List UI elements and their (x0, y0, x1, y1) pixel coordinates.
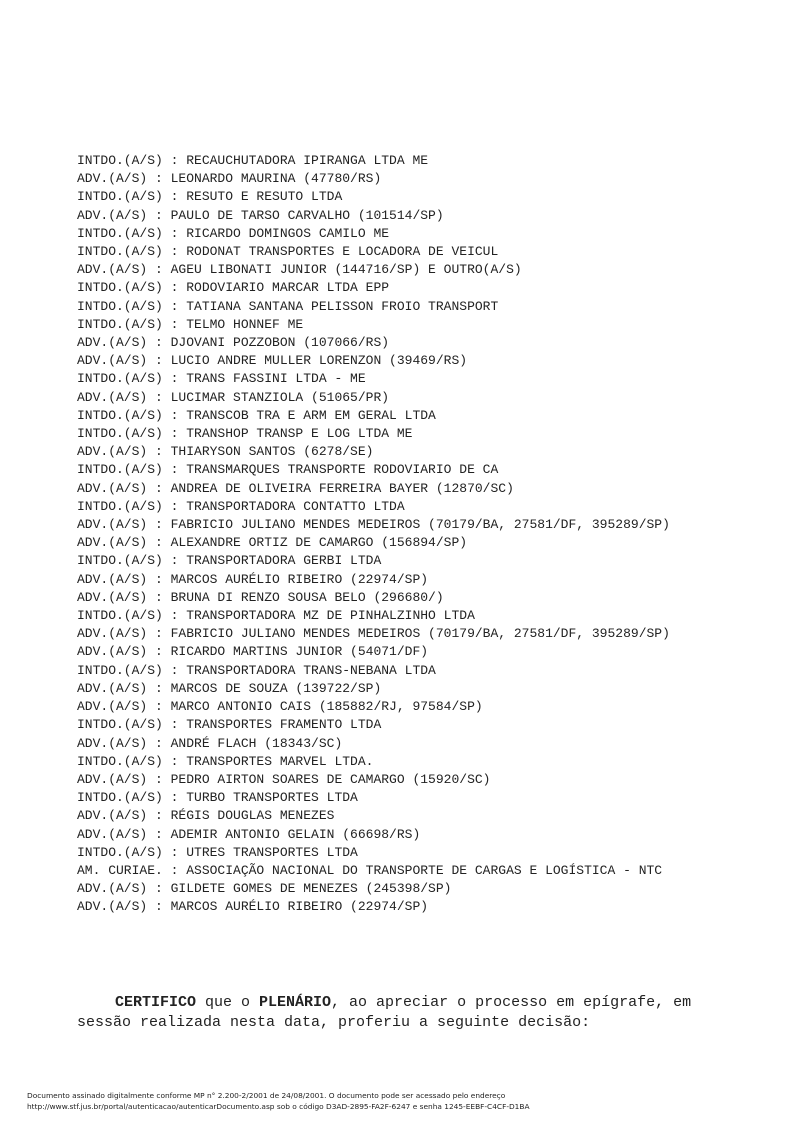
party-line: INTDO.(A/S) : TRANSCOB TRA E ARM EM GERAL LTDA (77, 407, 436, 423)
party-line: ADV.(A/S) : RÉGIS DOUGLAS MENEZES (77, 808, 335, 824)
party-line: INTDO.(A/S) : TATIANA SANTANA PELISSON FROIO TRANSPORT (77, 298, 499, 314)
party-line: ADV.(A/S) : DJOVANI POZZOBON (107066/RS) (77, 335, 390, 351)
party-line: ADV.(A/S) : FABRICIO JULIANO MENDES MEDEIROS (70179/BA, 27581/DF, 395289/SP) (77, 517, 670, 533)
certificate-paragraph (77, 993, 717, 1033)
certificate-text: , ao apreciar o processo em epígrafe, em sessão realizada nesta data, proferiu a seguinte decisão: (77, 994, 701, 1031)
party-line: INTDO.(A/S) : RODOVIARIO MARCAR LTDA EPP (77, 280, 390, 296)
party-line: INTDO.(A/S) : RICARDO DOMINGOS CAMILO ME (77, 225, 390, 241)
parties-list (77, 152, 737, 917)
party-line: INTDO.(A/S) : RESUTO E RESUTO LTDA (77, 189, 343, 205)
certificate-plenary: PLENÁRIO (259, 994, 332, 1011)
party-line: INTDO.(A/S) : TRANSPORTADORA CONTATTO LTDA (77, 498, 405, 514)
party-line: ADV.(A/S) : BRUNA DI RENZO SOUSA BELO (296680/) (77, 589, 444, 605)
certificate-keyword: CERTIFICO (115, 994, 197, 1011)
party-line: INTDO.(A/S) : TRANSPORTADORA MZ DE PINHALZINHO LTDA (77, 608, 475, 624)
certificate-text: que o (196, 994, 260, 1011)
party-line: ADV.(A/S) : LUCIO ANDRE MULLER LORENZON (39469/RS) (77, 353, 468, 369)
party-line: ADV.(A/S) : ANDREA DE OLIVEIRA FERREIRA BAYER (12870/SC) (77, 480, 514, 496)
signature-footer (27, 1090, 787, 1112)
party-line: INTDO.(A/S) : TELMO HONNEF ME (77, 316, 304, 332)
party-line: ADV.(A/S) : MARCOS DE SOUZA (139722/SP) (77, 680, 382, 696)
party-line: ADV.(A/S) : FABRICIO JULIANO MENDES MEDEIROS (70179/BA, 27581/DF, 395289/SP) (77, 626, 670, 642)
party-line: ADV.(A/S) : THIARYSON SANTOS (6278/SE) (77, 444, 374, 460)
party-line: ADV.(A/S) : AGEU LIBONATI JUNIOR (144716/SP) E OUTRO(A/S) (77, 262, 522, 278)
party-line: INTDO.(A/S) : TRANSMARQUES TRANSPORTE RODOVIARIO DE CA (77, 462, 499, 478)
party-line: ADV.(A/S) : MARCOS AURÉLIO RIBEIRO (22974/SP) (77, 899, 429, 915)
party-line: INTDO.(A/S) : TRANSPORTADORA GERBI LTDA (77, 553, 382, 569)
party-line: ADV.(A/S) : PEDRO AIRTON SOARES DE CAMARGO (15920/SC) (77, 771, 491, 787)
party-line: ADV.(A/S) : GILDETE GOMES DE MENEZES (245398/SP) (77, 881, 452, 897)
party-line: INTDO.(A/S) : TRANS FASSINI LTDA - ME (77, 371, 366, 387)
footer-line: http://www.stf.jus.br/portal/autenticacao/autenticarDocumento.asp sob o código D3AD-2895-FA2F-6247 e senha 1245-EEBF-C4CF-D1BA (27, 1102, 530, 1111)
party-line: INTDO.(A/S) : RECAUCHUTADORA IPIRANGA LTDA ME (77, 153, 429, 168)
party-line: INTDO.(A/S) : TRANSPORTADORA TRANS-NEBANA LTDA (77, 662, 436, 678)
party-line: ADV.(A/S) : ADEMIR ANTONIO GELAIN (66698/RS) (77, 826, 421, 842)
party-line: ADV.(A/S) : LEONARDO MAURINA (47780/RS) (77, 171, 382, 187)
party-line: ADV.(A/S) : ANDRÉ FLACH (18343/SC) (77, 735, 343, 751)
party-line: ADV.(A/S) : MARCOS AURÉLIO RIBEIRO (22974/SP) (77, 571, 429, 587)
party-line: ADV.(A/S) : ALEXANDRE ORTIZ DE CAMARGO (156894/SP) (77, 535, 468, 551)
party-line: INTDO.(A/S) : RODONAT TRANSPORTES E LOCADORA DE VEICUL (77, 244, 499, 260)
party-line: INTDO.(A/S) : TRANSHOP TRANSP E LOG LTDA ME (77, 426, 413, 442)
party-line: ADV.(A/S) : LUCIMAR STANZIOLA (51065/PR) (77, 389, 390, 405)
party-line: AM. CURIAE. : ASSOCIAÇÃO NACIONAL DO TRANSPORTE DE CARGAS E LOGÍSTICA - NTC (77, 862, 663, 878)
footer-line: Documento assinado digitalmente conforme MP n° 2.200-2/2001 de 24/08/2001. O documento pode ser acessado pelo endereço (27, 1091, 506, 1100)
party-line: INTDO.(A/S) : TRANSPORTES MARVEL LTDA. (77, 753, 374, 769)
party-line: INTDO.(A/S) : TURBO TRANSPORTES LTDA (77, 790, 358, 806)
party-line: ADV.(A/S) : RICARDO MARTINS JUNIOR (54071/DF) (77, 644, 429, 660)
party-line: INTDO.(A/S) : UTRES TRANSPORTES LTDA (77, 844, 358, 860)
party-line: INTDO.(A/S) : TRANSPORTES FRAMENTO LTDA (77, 717, 382, 733)
party-line: ADV.(A/S) : MARCO ANTONIO CAIS (185882/RJ, 97584/SP) (77, 699, 483, 715)
party-line: ADV.(A/S) : PAULO DE TARSO CARVALHO (101514/SP) (77, 207, 444, 223)
